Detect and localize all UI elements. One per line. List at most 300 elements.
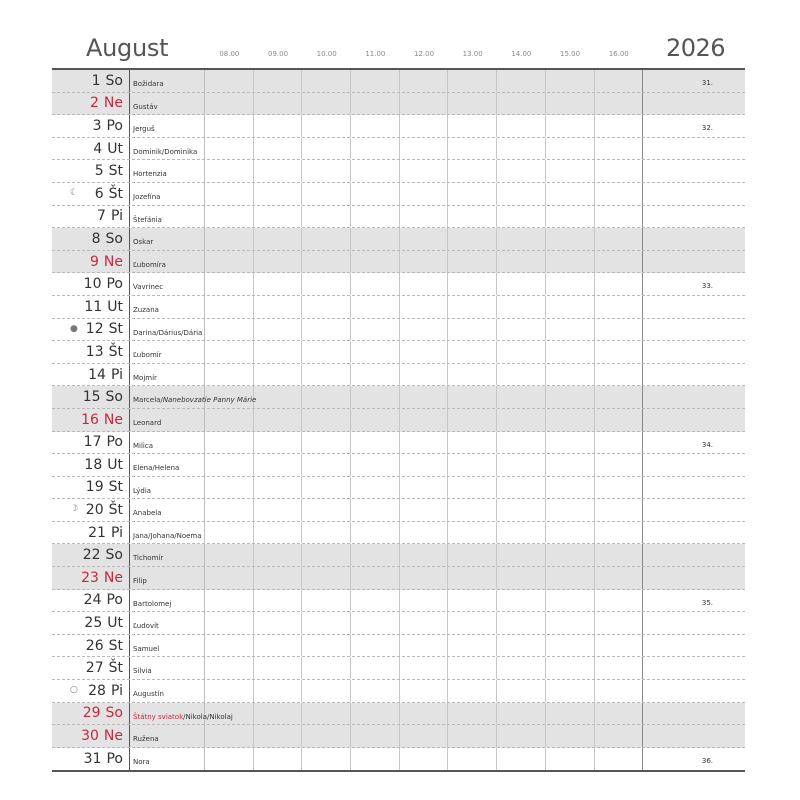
hour-slot[interactable] (400, 319, 449, 341)
hour-slot[interactable] (497, 183, 546, 205)
hour-slot[interactable] (546, 590, 595, 612)
hour-slot[interactable] (497, 273, 546, 295)
hour-slot[interactable] (595, 590, 644, 612)
hour-slot[interactable] (254, 206, 303, 228)
hour-slot[interactable] (351, 748, 400, 771)
hour-slot[interactable] (448, 612, 497, 634)
hour-slot[interactable] (497, 206, 546, 228)
hour-slot[interactable] (351, 364, 400, 386)
hour-slot[interactable] (595, 657, 644, 679)
hour-slot[interactable] (302, 454, 351, 476)
hour-slot[interactable] (595, 70, 644, 92)
hour-slot[interactable] (497, 499, 546, 521)
day-cell (52, 657, 130, 679)
hour-slot[interactable] (497, 703, 546, 725)
hour-slot[interactable] (546, 296, 595, 318)
hour-slot[interactable] (595, 409, 644, 431)
hour-slot[interactable] (595, 725, 644, 747)
hour-slot[interactable] (400, 499, 449, 521)
hour-slot[interactable] (351, 296, 400, 318)
hour-slot[interactable] (351, 657, 400, 679)
hour-slot[interactable] (546, 680, 595, 702)
hour-slot[interactable] (546, 477, 595, 499)
hour-slot[interactable] (351, 544, 400, 566)
hour-slot[interactable] (546, 657, 595, 679)
hour-slot[interactable] (400, 206, 449, 228)
hour-slot[interactable] (400, 567, 449, 589)
hour-slot[interactable] (595, 680, 644, 702)
hour-slot[interactable] (205, 522, 254, 544)
hour-slot[interactable] (546, 319, 595, 341)
hour-slot[interactable] (448, 183, 497, 205)
hour-slot[interactable] (400, 251, 449, 273)
hour-slot[interactable] (302, 115, 351, 137)
hour-slot[interactable] (595, 432, 644, 454)
hour-slot[interactable] (497, 567, 546, 589)
hour-slot[interactable] (351, 70, 400, 92)
hour-slot[interactable] (400, 93, 449, 115)
week-number (643, 612, 745, 634)
day-abbrev: Pi (110, 366, 123, 383)
hour-slot[interactable] (595, 477, 644, 499)
hour-slot[interactable] (400, 228, 449, 250)
hour-slot[interactable] (254, 364, 303, 386)
hour-slot[interactable] (400, 703, 449, 725)
hour-slot[interactable] (546, 522, 595, 544)
name-day-text: Filip (133, 577, 147, 586)
hour-slot[interactable] (254, 138, 303, 160)
hour-slot[interactable] (400, 115, 449, 137)
name-day-cell (130, 454, 205, 476)
hour-slot[interactable] (254, 657, 303, 679)
hour-slot[interactable] (595, 499, 644, 521)
hour-slot[interactable] (546, 183, 595, 205)
hour-slot[interactable] (254, 725, 303, 747)
hour-slot[interactable] (448, 657, 497, 679)
hour-slot[interactable] (254, 160, 303, 182)
hour-slot[interactable] (254, 522, 303, 544)
hour-slot[interactable] (497, 409, 546, 431)
hour-slot[interactable] (497, 657, 546, 679)
hour-slot[interactable] (351, 612, 400, 634)
hour-slot[interactable] (302, 138, 351, 160)
hour-slot[interactable] (400, 680, 449, 702)
hour-slot[interactable] (595, 228, 644, 250)
hour-slot[interactable] (302, 70, 351, 92)
hour-slot[interactable] (448, 138, 497, 160)
hour-slot[interactable] (302, 206, 351, 228)
hour-slot[interactable] (448, 70, 497, 92)
hour-slot[interactable] (546, 386, 595, 408)
hour-slot[interactable] (595, 635, 644, 657)
hour-slot[interactable] (254, 635, 303, 657)
hour-slot[interactable] (400, 635, 449, 657)
hour-slot[interactable] (546, 70, 595, 92)
hour-slot[interactable] (302, 477, 351, 499)
day-cell (52, 680, 130, 702)
hour-slot[interactable] (400, 657, 449, 679)
hour-slot[interactable] (254, 432, 303, 454)
hour-slot[interactable] (546, 115, 595, 137)
hour-slot[interactable] (595, 567, 644, 589)
hour-slot[interactable] (351, 499, 400, 521)
hour-slot[interactable] (497, 251, 546, 273)
hour-slot[interactable] (400, 477, 449, 499)
hour-slot[interactable] (254, 115, 303, 137)
hour-slot[interactable] (448, 93, 497, 115)
hour-slot[interactable] (448, 296, 497, 318)
hour-slot[interactable] (497, 432, 546, 454)
hour-slot[interactable] (254, 567, 303, 589)
hour-slot[interactable] (595, 296, 644, 318)
hour-slot[interactable] (205, 273, 254, 295)
hour-slot[interactable] (448, 273, 497, 295)
hour-slot[interactable] (351, 93, 400, 115)
hour-slot[interactable] (351, 115, 400, 137)
hour-slot[interactable] (400, 409, 449, 431)
day-abbrev: Ne (103, 728, 123, 745)
hour-slot[interactable] (497, 93, 546, 115)
hour-slot[interactable] (400, 612, 449, 634)
hour-slot[interactable] (400, 748, 449, 771)
hour-slot[interactable] (254, 612, 303, 634)
hour-slot[interactable] (448, 341, 497, 363)
hour-slot[interactable] (205, 296, 254, 318)
hour-slot[interactable] (400, 70, 449, 92)
hour-slot[interactable] (302, 590, 351, 612)
week-number (643, 251, 745, 273)
hour-slot[interactable] (351, 432, 400, 454)
hour-slot[interactable] (595, 612, 644, 634)
hour-slot[interactable] (448, 228, 497, 250)
hour-slot[interactable] (302, 160, 351, 182)
hour-slot[interactable] (302, 341, 351, 363)
hour-slot[interactable] (205, 499, 254, 521)
hour-slot[interactable] (351, 454, 400, 476)
day-row (52, 364, 745, 387)
hour-slot[interactable] (448, 386, 497, 408)
day-number: 24 (83, 592, 102, 609)
hour-slot[interactable] (205, 544, 254, 566)
hour-slot[interactable] (595, 522, 644, 544)
hour-slot[interactable] (448, 251, 497, 273)
hour-slot[interactable] (448, 590, 497, 612)
hour-slot[interactable] (254, 386, 303, 408)
hour-slot[interactable] (254, 296, 303, 318)
hour-slot[interactable] (205, 115, 254, 137)
hour-slot[interactable] (497, 680, 546, 702)
hour-slot[interactable] (595, 183, 644, 205)
hour-slot[interactable] (497, 612, 546, 634)
hour-slot[interactable] (497, 296, 546, 318)
hour-slot[interactable] (351, 160, 400, 182)
hour-slot[interactable] (448, 725, 497, 747)
hour-slot[interactable] (497, 160, 546, 182)
hour-slot[interactable] (302, 364, 351, 386)
hour-slot[interactable] (351, 251, 400, 273)
hour-slot[interactable] (205, 160, 254, 182)
hour-slot[interactable] (497, 70, 546, 92)
hour-slot[interactable] (351, 635, 400, 657)
hour-slot[interactable] (497, 725, 546, 747)
hour-slot[interactable] (205, 432, 254, 454)
hour-slot[interactable] (351, 567, 400, 589)
hour-slot[interactable] (546, 703, 595, 725)
hour-slot[interactable] (254, 748, 303, 771)
hour-slot[interactable] (497, 635, 546, 657)
day-number: 1 (91, 72, 101, 89)
hour-slot[interactable] (302, 432, 351, 454)
hour-slot[interactable] (205, 567, 254, 589)
hour-slot[interactable] (546, 409, 595, 431)
hour-slot[interactable] (254, 251, 303, 273)
hour-slot[interactable] (205, 612, 254, 634)
hour-slot[interactable] (302, 567, 351, 589)
hour-slot[interactable] (351, 680, 400, 702)
hour-slot[interactable] (400, 454, 449, 476)
hour-slot[interactable] (205, 70, 254, 92)
hour-slot[interactable] (448, 319, 497, 341)
hour-slot[interactable] (546, 251, 595, 273)
hour-slot[interactable] (254, 183, 303, 205)
hour-slot[interactable] (351, 386, 400, 408)
hour-slot[interactable] (448, 364, 497, 386)
hour-slot[interactable] (595, 319, 644, 341)
hour-slot[interactable] (351, 522, 400, 544)
hour-slot[interactable] (448, 477, 497, 499)
hour-slot[interactable] (546, 432, 595, 454)
hour-slot[interactable] (448, 454, 497, 476)
hour-slot[interactable] (546, 499, 595, 521)
hour-slot[interactable] (400, 160, 449, 182)
hour-slot[interactable] (254, 544, 303, 566)
hour-slot[interactable] (546, 725, 595, 747)
hour-slot[interactable] (546, 206, 595, 228)
hour-slot[interactable] (595, 160, 644, 182)
hour-slot[interactable] (205, 590, 254, 612)
hour-slot[interactable] (351, 590, 400, 612)
hour-slot[interactable] (595, 386, 644, 408)
hour-slot[interactable] (400, 725, 449, 747)
week-number (643, 477, 745, 499)
hour-slot[interactable] (448, 115, 497, 137)
hour-slot[interactable] (205, 477, 254, 499)
hour-slot[interactable] (205, 93, 254, 115)
hour-slot[interactable] (595, 341, 644, 363)
hour-slot[interactable] (546, 612, 595, 634)
hour-slot[interactable] (400, 273, 449, 295)
hour-slot[interactable] (254, 680, 303, 702)
hour-slot[interactable] (448, 703, 497, 725)
hour-slot[interactable] (400, 432, 449, 454)
hour-slot[interactable] (497, 477, 546, 499)
hour-slot[interactable] (254, 477, 303, 499)
hour-slot[interactable] (302, 228, 351, 250)
hour-slot[interactable] (351, 703, 400, 725)
hour-slot[interactable] (448, 160, 497, 182)
hour-slot[interactable] (546, 93, 595, 115)
hour-slot[interactable] (497, 748, 546, 771)
hour-slot[interactable] (254, 703, 303, 725)
hour-slot[interactable] (205, 251, 254, 273)
hour-label: 12.00 (414, 50, 435, 58)
hour-slot[interactable] (546, 273, 595, 295)
hour-slot[interactable] (448, 544, 497, 566)
hour-slot[interactable] (351, 206, 400, 228)
hour-slot[interactable] (205, 680, 254, 702)
hour-slot[interactable] (351, 228, 400, 250)
week-number (643, 409, 745, 431)
day-row (52, 499, 745, 522)
hour-slot[interactable] (254, 499, 303, 521)
hour-slot[interactable] (302, 273, 351, 295)
hour-slot[interactable] (205, 319, 254, 341)
hour-slot[interactable] (302, 386, 351, 408)
hour-slot[interactable] (205, 341, 254, 363)
hour-slot[interactable] (302, 544, 351, 566)
hour-slot[interactable] (546, 138, 595, 160)
hour-slot[interactable] (546, 748, 595, 771)
hour-slot[interactable] (302, 635, 351, 657)
name-day-text: Zuzana (133, 305, 159, 314)
hour-slot[interactable] (448, 680, 497, 702)
hour-slot[interactable] (302, 93, 351, 115)
hour-slot[interactable] (595, 138, 644, 160)
hour-slot[interactable] (400, 544, 449, 566)
day-row (52, 432, 745, 455)
hour-slot[interactable] (205, 138, 254, 160)
hour-slot[interactable] (595, 115, 644, 137)
hour-slot[interactable] (400, 296, 449, 318)
hour-slot[interactable] (254, 70, 303, 92)
hour-slot[interactable] (497, 590, 546, 612)
hour-slot[interactable] (448, 409, 497, 431)
hour-slot[interactable] (595, 206, 644, 228)
hour-slot[interactable] (546, 454, 595, 476)
hour-slot[interactable] (497, 544, 546, 566)
hour-slot[interactable] (497, 364, 546, 386)
hour-slot[interactable] (302, 296, 351, 318)
hour-slot[interactable] (595, 251, 644, 273)
hour-slot[interactable] (546, 635, 595, 657)
hour-slot[interactable] (497, 319, 546, 341)
hour-slot[interactable] (302, 725, 351, 747)
hour-slot[interactable] (205, 206, 254, 228)
hour-slot[interactable] (205, 748, 254, 771)
hour-slot[interactable] (351, 183, 400, 205)
hour-slot[interactable] (497, 341, 546, 363)
hour-slot[interactable] (205, 409, 254, 431)
hour-slot[interactable] (546, 544, 595, 566)
hour-slot[interactable] (254, 590, 303, 612)
hour-slot[interactable] (351, 273, 400, 295)
hour-slot[interactable] (302, 680, 351, 702)
hour-slot[interactable] (595, 544, 644, 566)
hour-slot[interactable] (497, 228, 546, 250)
hour-slot[interactable] (546, 567, 595, 589)
hour-slot[interactable] (302, 499, 351, 521)
hour-slot[interactable] (400, 522, 449, 544)
hour-slot[interactable] (400, 341, 449, 363)
hour-slot[interactable] (302, 522, 351, 544)
hour-slot[interactable] (302, 319, 351, 341)
hour-slot[interactable] (497, 522, 546, 544)
hour-slot[interactable] (595, 748, 644, 771)
hour-slot[interactable] (546, 228, 595, 250)
hour-slot[interactable] (400, 590, 449, 612)
name-day-cell (130, 590, 205, 612)
hour-slot[interactable] (497, 138, 546, 160)
hour-slot[interactable] (205, 364, 254, 386)
day-abbrev: St (108, 479, 123, 496)
hour-slot[interactable] (400, 138, 449, 160)
name-day-text: Dominik/Dominika (133, 147, 198, 156)
hour-slot[interactable] (448, 432, 497, 454)
hour-slot[interactable] (302, 409, 351, 431)
hour-slot[interactable] (205, 635, 254, 657)
hour-slot[interactable] (400, 183, 449, 205)
hour-slot[interactable] (302, 251, 351, 273)
hour-slot[interactable] (448, 748, 497, 771)
hour-slot[interactable] (497, 115, 546, 137)
hour-slot[interactable] (302, 748, 351, 771)
hour-slot[interactable] (254, 409, 303, 431)
hour-slot[interactable] (448, 499, 497, 521)
hour-slot[interactable] (546, 364, 595, 386)
hour-slot[interactable] (302, 612, 351, 634)
hour-slot[interactable] (254, 319, 303, 341)
hour-slot[interactable] (448, 206, 497, 228)
hour-slot[interactable] (205, 228, 254, 250)
hour-slot[interactable] (254, 454, 303, 476)
day-abbrev: Pi (110, 208, 123, 225)
hour-slot[interactable] (254, 273, 303, 295)
hour-slot[interactable] (595, 703, 644, 725)
hour-slot[interactable] (205, 657, 254, 679)
hour-slot[interactable] (546, 341, 595, 363)
hour-slot[interactable] (546, 160, 595, 182)
day-cell (52, 703, 130, 725)
hour-slot[interactable] (302, 183, 351, 205)
hour-slot[interactable] (448, 567, 497, 589)
hour-slot[interactable] (497, 454, 546, 476)
hour-slot[interactable] (400, 386, 449, 408)
hour-slot[interactable] (351, 319, 400, 341)
hour-slot[interactable] (497, 386, 546, 408)
hour-slot[interactable] (254, 228, 303, 250)
day-row (52, 680, 745, 703)
hour-slot[interactable] (595, 93, 644, 115)
hour-slot[interactable] (254, 341, 303, 363)
hour-slot[interactable] (302, 657, 351, 679)
hour-slot[interactable] (595, 364, 644, 386)
hour-slot[interactable] (351, 477, 400, 499)
hour-slot[interactable] (254, 93, 303, 115)
hour-slot[interactable] (448, 522, 497, 544)
hour-slot[interactable] (205, 725, 254, 747)
hour-slot[interactable] (448, 635, 497, 657)
hour-slot[interactable] (595, 273, 644, 295)
hour-slot[interactable] (351, 725, 400, 747)
hour-slot[interactable] (351, 341, 400, 363)
hour-slot[interactable] (302, 703, 351, 725)
hour-slot[interactable] (351, 409, 400, 431)
hour-slot[interactable] (400, 364, 449, 386)
hour-slot[interactable] (595, 454, 644, 476)
hour-slot[interactable] (351, 138, 400, 160)
hour-slot[interactable] (205, 183, 254, 205)
hour-slot[interactable] (205, 454, 254, 476)
